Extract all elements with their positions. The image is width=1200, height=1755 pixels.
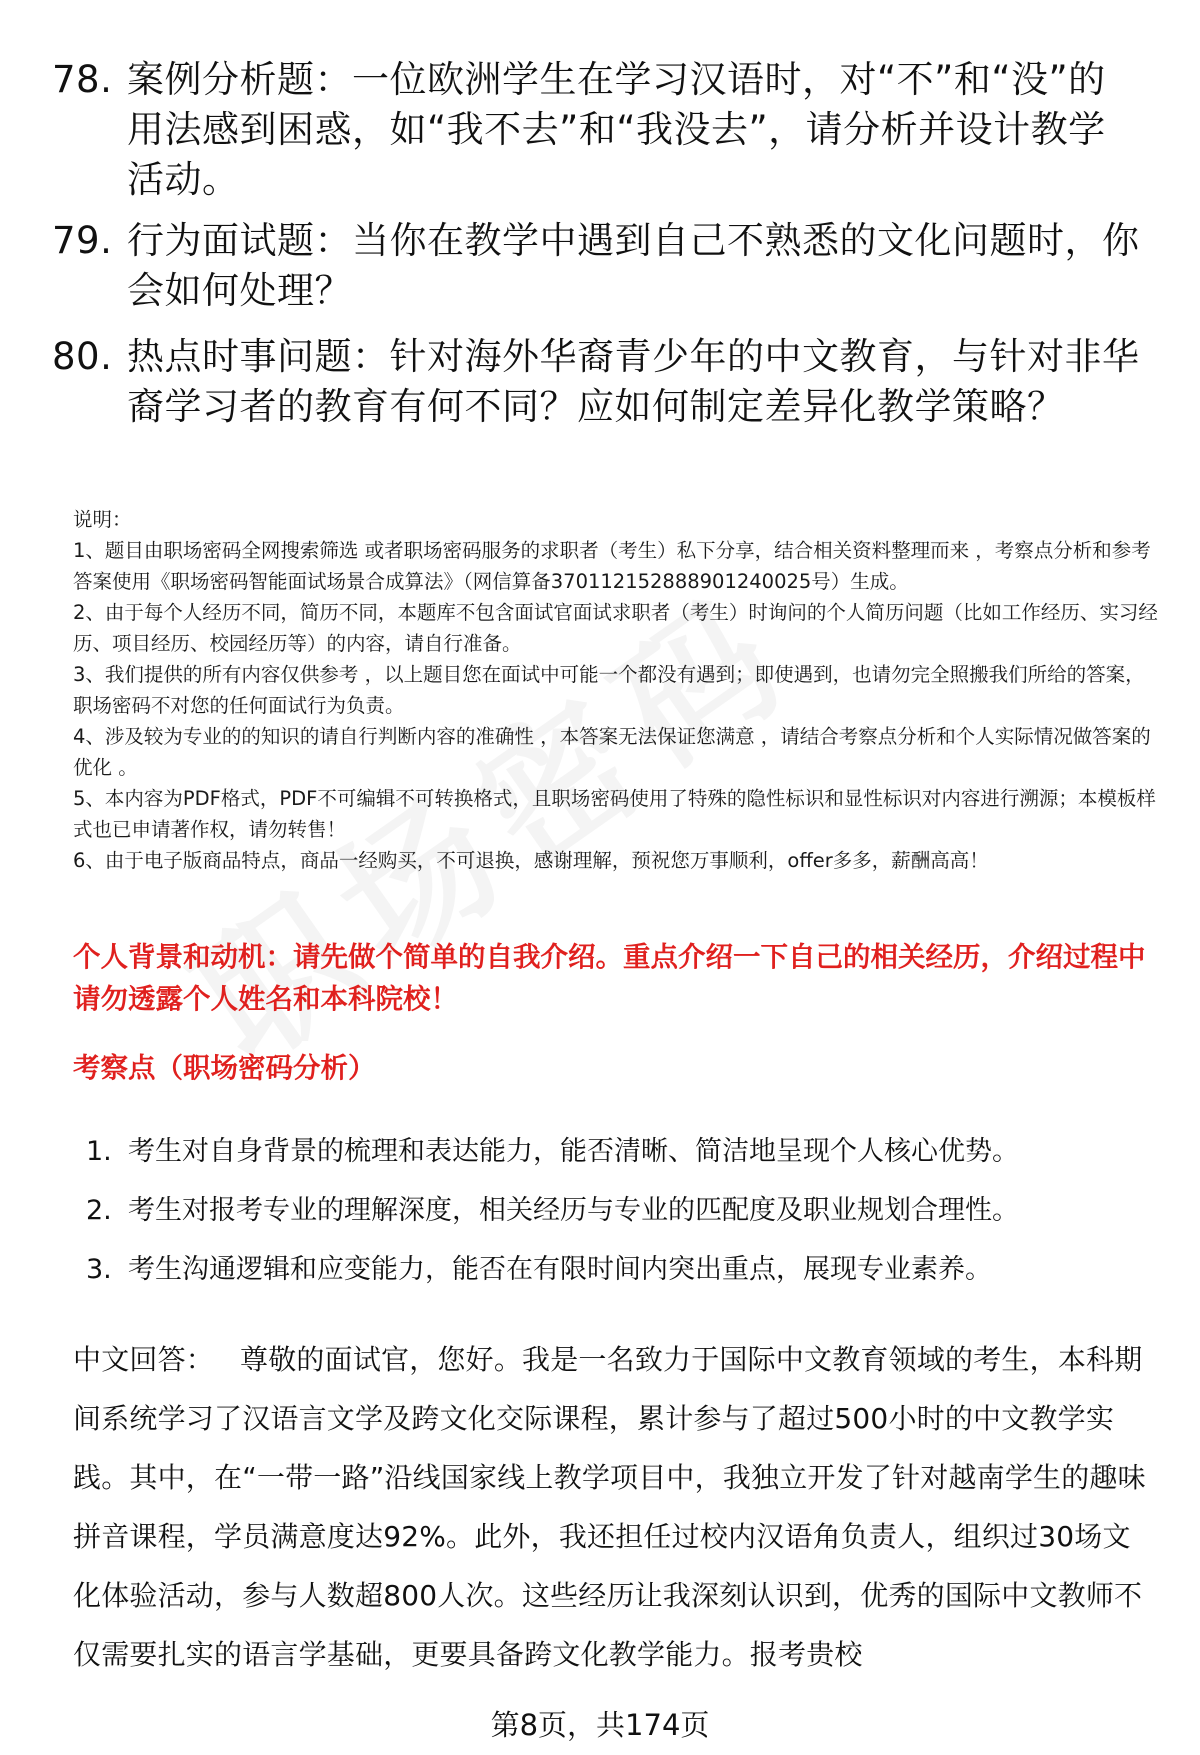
answer-paragraph (73, 1330, 1158, 1684)
point-text: 考生对报考专业的理解深度，相关经历与专业的匹配度及职业规划合理性。 (128, 1195, 1019, 1226)
question-number: 79. (52, 219, 113, 262)
question-text: 热点时事问题：针对海外华裔青少年的中文教育，与针对非华裔学习者的教育有何不同？应如何制定差异化教学策略？ (127, 335, 1140, 428)
notes-title: 说明： (73, 508, 132, 531)
page-footer: 第8页，共174页 (490, 1708, 710, 1742)
point-text: 考生对自身背景的梳理和表达能力，能否清晰、简洁地呈现个人核心优势。 (128, 1136, 1019, 1167)
evaluation-point (80, 1122, 1150, 1181)
evaluation-point (80, 1240, 1150, 1299)
background-question-heading: 个人背景和动机：请先做个简单的自我介绍。重点介绍一下自己的相关经历，介绍过程中请勿透露个人姓名和本科院校！ (73, 941, 1146, 1015)
note-item: 6、由于电子版商品特点，商品一经购买，不可退换，感谢理解，预祝您万事顺利，offer多多，薪酬高高！ (73, 849, 989, 872)
note-item: 4、涉及较为专业的的知识的请自行判断内容的准确性 ，本答案无法保证您满意 ，请结合考察点分析和个人实际情况做答案的优化 。 (73, 725, 1151, 779)
question-80 (52, 332, 1142, 432)
answer-text: 尊敬的面试官，您好。我是一名致力于国际中文教育领域的考生，本科期间系统学习了汉语言文学及跨文化交际课程，累计参与了超过500小时的中文教学实践。其中，在“一带一路”沿线国家线上教学项目中，我独立开发了针对越南学生的趣味拼音课程，学员满意度达92%。此外，我还担任过校内汉语角负责人，组织过30场文化体验活动，参与人数超800人次。这些经历让我深刻认识到，优秀的国际中文教师不仅需要扎实的语言学基础，更要具备跨文化教学能力。报考贵校 (73, 1343, 1146, 1671)
note-item: 2、由于每个人经历不同，简历不同，本题库不包含面试官面试求职者（考生）时询问的个人简历问题（比如工作经历、实习经历、项目经历、校园经历等）的内容，请自行准备。 (73, 601, 1158, 655)
question-number: 78. (52, 58, 113, 101)
question-number: 80. (52, 335, 113, 378)
evaluation-points (80, 1122, 1150, 1299)
point-number: 2. (86, 1195, 112, 1226)
point-number: 1. (86, 1136, 112, 1167)
evaluation-point (80, 1181, 1150, 1240)
point-text: 考生沟通逻辑和应变能力，能否在有限时间内突出重点，展现专业素养。 (128, 1254, 992, 1285)
question-text: 案例分析题：一位欧洲学生在学习汉语时，对“不”和“没”的用法感到困惑，如“我不去”和“我没去”，请分析并设计教学活动。 (127, 58, 1106, 201)
evaluation-heading: 考察点（职场密码分析） (73, 1052, 376, 1084)
answer-label: 中文回答： (73, 1343, 215, 1376)
question-78 (52, 55, 1142, 205)
question-79 (52, 216, 1142, 316)
point-number: 3. (86, 1254, 112, 1285)
note-item: 5、本内容为PDF格式，PDF不可编辑不可转换格式，且职场密码使用了特殊的隐性标识和显性标识对内容进行溯源；本模板样式也已申请著作权，请勿转售！ (73, 787, 1156, 841)
note-item: 3、我们提供的所有内容仅供参考 ，以上题目您在面试中可能一个都没有遇到；即使遇到，也请勿完全照搬我们所给的答案，职场密码不对您的任何面试行为负责。 (73, 663, 1145, 717)
note-item: 1、题目由职场密码全网搜索筛选 或者职场密码服务的求职者（考生）私下分享，结合相关资料整理而来 ，考察点分析和参考答案使用《职场密码智能面试场景合成算法》（网信算备370112152888901240025号）生成。 (73, 539, 1151, 593)
question-text: 行为面试题：当你在教学中遇到自己不熟悉的文化问题时，你会如何处理？ (127, 219, 1140, 312)
notes-block (73, 504, 1158, 876)
